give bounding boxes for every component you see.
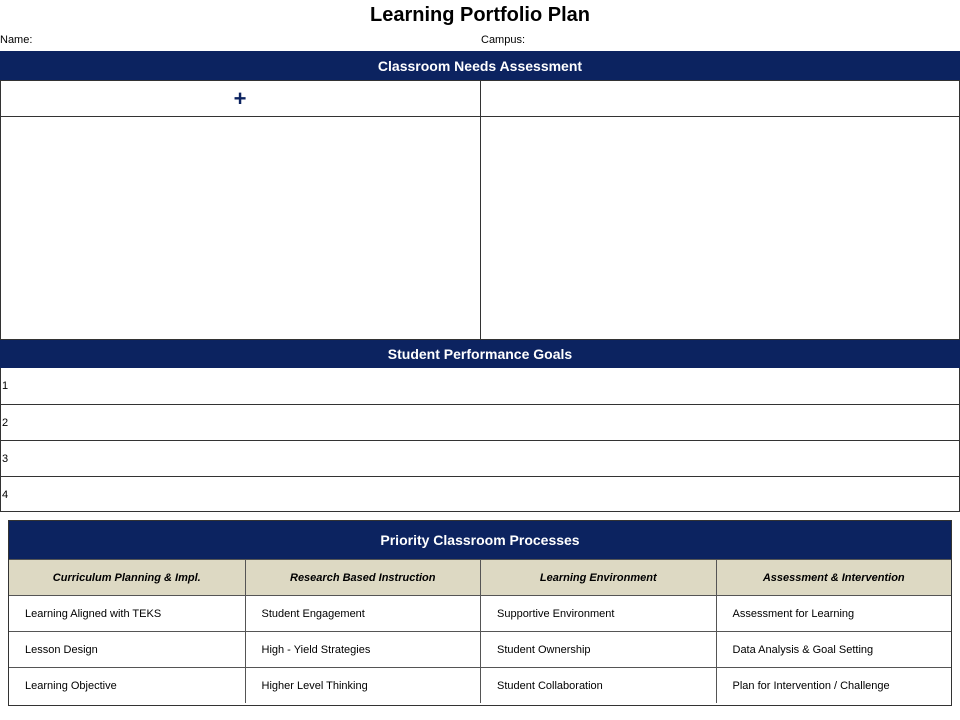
goal-number: 4 (2, 488, 9, 501)
table-cell: Assessment for Learning (716, 596, 952, 631)
campus-label: Campus: (481, 34, 526, 46)
priority-processes-heading: Priority Classroom Processes (9, 521, 951, 559)
goal-row[interactable] (1, 404, 959, 440)
table-row (9, 667, 951, 703)
needs-divider-vertical (480, 81, 481, 339)
goal-number: 2 (2, 416, 9, 429)
table-cell: Learning Aligned with TEKS (25, 607, 162, 620)
needs-assessment-grid (0, 80, 960, 340)
needs-divider-horizontal (1, 116, 959, 117)
goal-number: 1 (2, 380, 9, 392)
table-cell: Learning Objective (25, 679, 117, 692)
table-cell: Student Collaboration (480, 668, 716, 703)
goal-row[interactable] (1, 440, 959, 476)
goals-list (0, 368, 960, 512)
table-header-row (9, 559, 951, 595)
goal-row[interactable] (1, 368, 959, 404)
table-row (9, 595, 951, 631)
table-cell: Lesson Design (25, 643, 98, 656)
plus-icon[interactable]: + (233, 86, 247, 111)
table-cell: Supportive Environment (480, 596, 716, 631)
table-row (9, 631, 951, 667)
column-header: Research Based Instruction (245, 560, 481, 595)
column-header: Curriculum Planning & Impl. (52, 571, 201, 584)
goal-number: 3 (2, 452, 9, 465)
column-header: Assessment & Intervention (716, 560, 952, 595)
table-cell: Data Analysis & Goal Setting (716, 632, 952, 667)
table-cell: Plan for Intervention / Challenge (716, 668, 952, 703)
table-cell: Student Ownership (480, 632, 716, 667)
table-cell: Higher Level Thinking (245, 668, 481, 703)
goal-row[interactable] (1, 476, 959, 512)
table-cell: Student Engagement (245, 596, 481, 631)
column-header: Learning Environment (480, 560, 716, 595)
table-cell: High - Yield Strategies (245, 632, 481, 667)
student-performance-goals-heading: Student Performance Goals (0, 340, 960, 368)
classroom-needs-assessment-heading: Classroom Needs Assessment (0, 51, 960, 80)
priority-processes-table (8, 520, 952, 706)
page-title: Learning Portfolio Plan (369, 4, 590, 26)
name-label: Name: (0, 34, 33, 46)
